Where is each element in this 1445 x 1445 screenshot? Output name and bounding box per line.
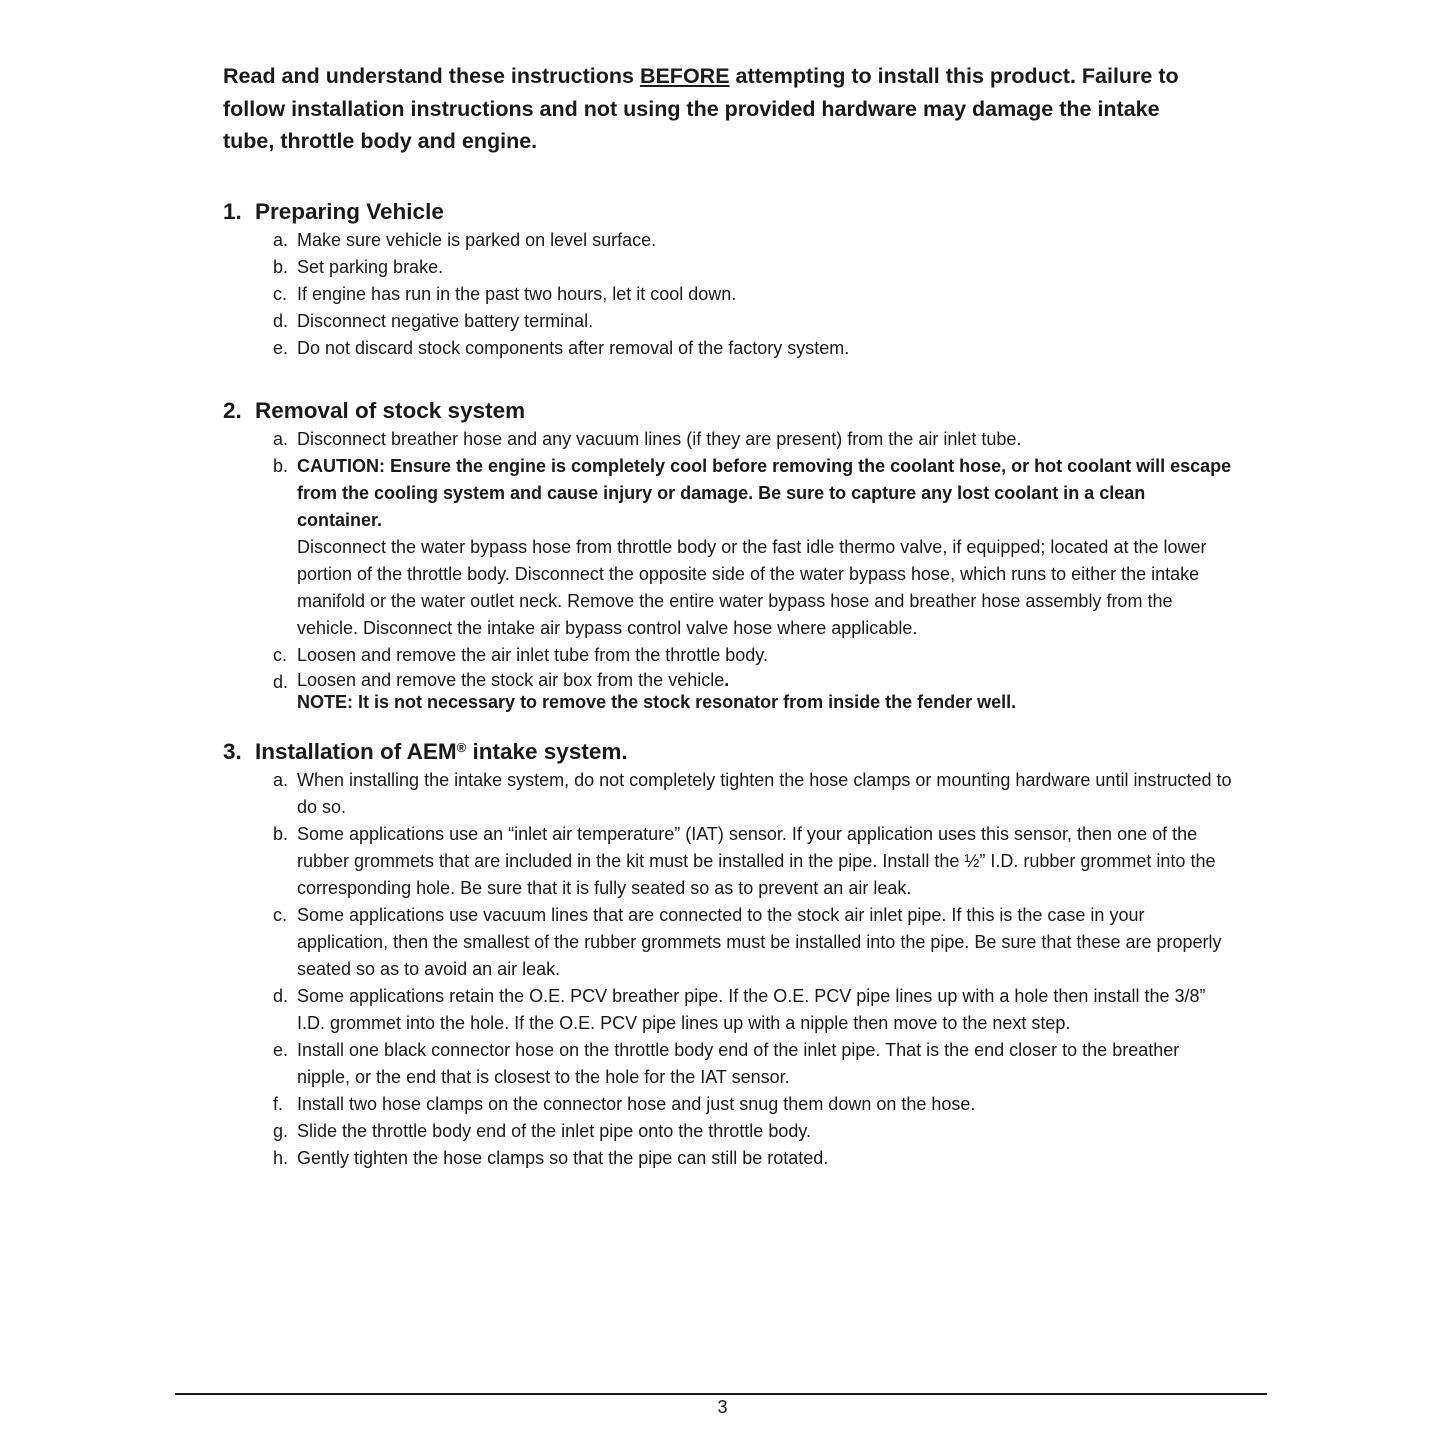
item-letter: a. bbox=[273, 770, 289, 790]
list-item bbox=[223, 902, 1233, 983]
warning-emphasis: BEFORE bbox=[639, 64, 730, 88]
section-title: Removal of stock system bbox=[255, 398, 526, 423]
item-text: If engine has run in the past two hours, let it cool down. bbox=[297, 284, 737, 304]
item-text: Disconnect negative battery terminal. bbox=[297, 311, 594, 331]
item-period: . bbox=[724, 670, 730, 690]
step-list bbox=[223, 767, 1233, 1172]
footer-divider bbox=[175, 1393, 1267, 1395]
item-letter: h. bbox=[273, 1148, 289, 1168]
item-text: Do not discard stock components after removal of the factory system. bbox=[297, 338, 850, 358]
section-installation-of-aem-intake-system bbox=[223, 738, 1233, 1172]
item-letter: c. bbox=[273, 645, 288, 665]
list-item bbox=[223, 308, 1233, 335]
section-preparing-vehicle bbox=[223, 198, 1233, 362]
item-letter: d. bbox=[273, 311, 289, 331]
item-text: Loosen and remove the stock air box from the vehicle bbox=[297, 670, 725, 690]
list-item bbox=[223, 1091, 1233, 1118]
section-number: 1. bbox=[223, 199, 242, 224]
section-heading bbox=[223, 397, 1233, 425]
item-text: Some applications use an “inlet air temperature” (IAT) sensor. If your application uses this sensor, then one of the rubber grommets that are included in the kit must be installed in the pipe. Install the ½” I.D. rubber grommet into the corresponding hole. Be sure that it is fully seated so as to prevent an air leak. bbox=[297, 824, 1216, 898]
item-letter: a. bbox=[273, 429, 289, 449]
section-number: 3. bbox=[223, 739, 242, 764]
item-text: Set parking brake. bbox=[297, 257, 444, 277]
list-item bbox=[223, 227, 1233, 254]
list-item bbox=[223, 1037, 1233, 1091]
list-item bbox=[223, 281, 1233, 308]
section-title-suffix: intake system. bbox=[466, 739, 628, 764]
step-list bbox=[223, 227, 1233, 362]
item-letter: d. bbox=[273, 672, 289, 692]
page-number: 3 bbox=[717, 1397, 728, 1417]
list-item bbox=[223, 1145, 1233, 1172]
item-letter: b. bbox=[273, 456, 289, 476]
list-item bbox=[223, 767, 1233, 821]
item-letter: c. bbox=[273, 905, 288, 925]
item-letter: a. bbox=[273, 230, 289, 250]
caution-text: CAUTION: Ensure the engine is completely cool before removing the coolant hose, or hot coolant will escape from the cooling system and cause injury or damage. Be sure to capture any lost coolant in a clean container. bbox=[297, 456, 1232, 530]
item-text: Install one black connector hose on the throttle body end of the inlet pipe. That is the end closer to the breather nipple, or the end that is closest to the hole for the IAT sensor. bbox=[297, 1040, 1180, 1087]
list-item bbox=[223, 1118, 1233, 1145]
section-number: 2. bbox=[223, 398, 242, 423]
item-text: Loosen and remove the air inlet tube from the throttle body. bbox=[297, 645, 768, 665]
list-item bbox=[223, 642, 1233, 669]
list-item bbox=[223, 254, 1233, 281]
warning-text-pre: Read and understand these instructions bbox=[223, 64, 640, 88]
list-item bbox=[223, 426, 1233, 453]
step-list bbox=[223, 426, 1233, 713]
item-letter: b. bbox=[273, 824, 289, 844]
item-text: Make sure vehicle is parked on level surface. bbox=[297, 230, 657, 250]
list-item bbox=[223, 983, 1233, 1037]
list-item bbox=[223, 669, 1233, 713]
item-text: Some applications retain the O.E. PCV breather pipe. If the O.E. PCV pipe lines up with a hole then install the 3/8” I.D. grommet into the hole. If the O.E. PCV pipe lines up with a nipple then move to the next step. bbox=[297, 986, 1206, 1033]
item-text: When installing the intake system, do not completely tighten the hose clamps or mounting hardware until instructed to do so. bbox=[297, 770, 1232, 817]
section-title: Preparing Vehicle bbox=[255, 199, 444, 224]
list-item bbox=[223, 821, 1233, 902]
item-text: Disconnect the water bypass hose from throttle body or the fast idle thermo valve, if equipped; located at the lower portion of the throttle body. Disconnect the opposite side of the water bypass hose, which runs to either the intake manifold or the water outlet neck. Remove the entire water bypass hose and breather hose assembly from the vehicle. Disconnect the intake air bypass control valve hose where applicable. bbox=[297, 537, 1207, 638]
item-text: Gently tighten the hose clamps so that the pipe can still be rotated. bbox=[297, 1148, 829, 1168]
note-text: NOTE: It is not necessary to remove the stock resonator from inside the fender well. bbox=[297, 692, 1017, 712]
list-item bbox=[223, 453, 1233, 642]
warning-text-post: attempting to install this product. Failure to follow installation instructions and not using the provided hardware may damage the intake tube, throttle body and engine. bbox=[223, 64, 1179, 153]
item-letter: c. bbox=[273, 284, 288, 304]
item-text: Install two hose clamps on the connector hose and just snug them down on the hose. bbox=[297, 1094, 976, 1114]
section-title: Installation of AEM bbox=[255, 739, 457, 764]
item-letter: b. bbox=[273, 257, 289, 277]
item-letter: g. bbox=[273, 1121, 289, 1141]
warning-notice bbox=[223, 60, 1213, 158]
item-text: Some applications use vacuum lines that are connected to the stock air inlet pipe. If this is the case in your application, then the smallest of the rubber grommets must be installed into the pipe. Be sure that these are properly seated so as to avoid an air leak. bbox=[297, 905, 1222, 979]
item-text: Slide the throttle body end of the inlet pipe onto the throttle body. bbox=[297, 1121, 812, 1141]
registered-mark: ® bbox=[456, 740, 467, 755]
item-text: Disconnect breather hose and any vacuum lines (if they are present) from the air inlet tube. bbox=[297, 429, 1022, 449]
item-letter: e. bbox=[273, 1040, 289, 1060]
section-heading bbox=[223, 738, 1233, 766]
section-removal-of-stock-system bbox=[223, 397, 1233, 713]
item-letter: d. bbox=[273, 986, 289, 1006]
item-letter: e. bbox=[273, 338, 289, 358]
item-letter: f. bbox=[273, 1094, 284, 1114]
section-heading bbox=[223, 198, 1233, 226]
list-item bbox=[223, 335, 1233, 362]
